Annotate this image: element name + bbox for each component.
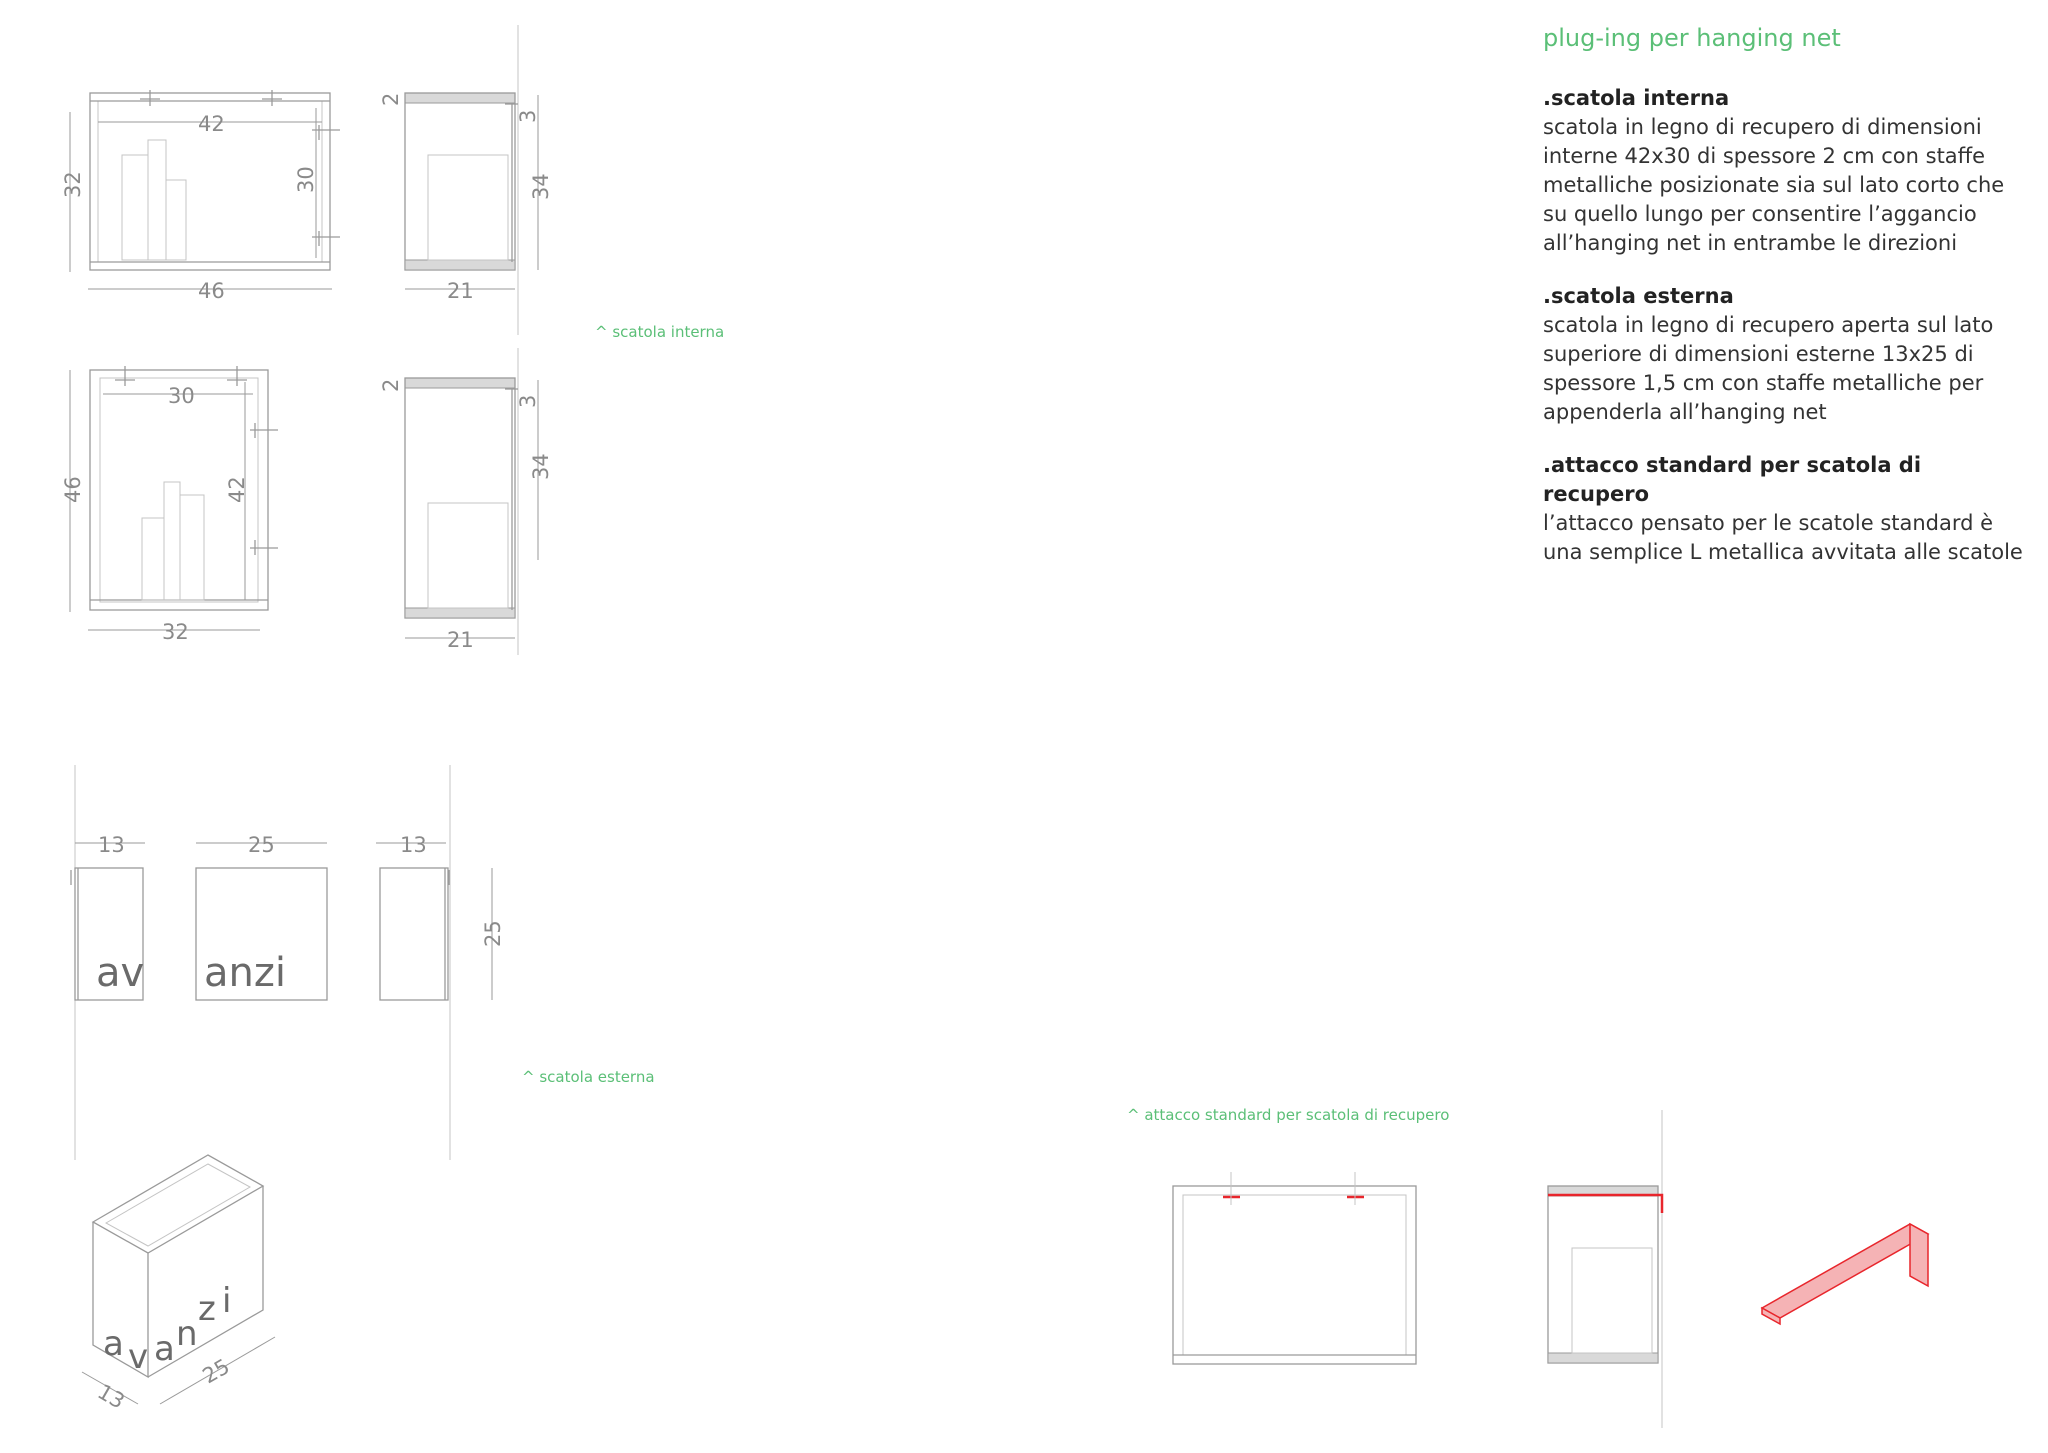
scatola-esterna-isometric — [82, 1155, 275, 1414]
iso-letter-i: i — [222, 1281, 232, 1321]
dim-13-b: 13 — [400, 833, 427, 857]
scatola-esterna-views — [71, 765, 505, 1160]
dim-13-a: 13 — [98, 833, 125, 857]
iso-letter-z: z — [198, 1289, 216, 1329]
dim-32: 32 — [61, 171, 85, 198]
section-heading: .attacco standard per scatola di recupero — [1543, 453, 1922, 506]
dim-25-a: 25 — [248, 833, 275, 857]
dim-32-b: 32 — [162, 620, 189, 644]
caption-attacco: ^ attacco standard per scatola di recupero — [1127, 1106, 1450, 1124]
dim-25-iso: 25 — [198, 1354, 234, 1389]
label-av: av — [96, 950, 145, 996]
dim-2-b: 2 — [379, 378, 403, 392]
scatola-interna-front-landscape — [61, 90, 340, 303]
caption-scatola-interna: ^ scatola interna — [595, 323, 725, 341]
section-body: l’attacco pensato per le scatole standard è una semplice L metallica avvitata alle scatole — [1543, 511, 2023, 564]
dim-25-b: 25 — [481, 920, 505, 947]
iso-letter-v: v — [128, 1337, 149, 1377]
iso-letter-n: n — [176, 1314, 198, 1354]
dim-21: 21 — [447, 279, 474, 303]
description-panel — [1543, 20, 2023, 591]
section-scatola-interna — [1543, 84, 2023, 258]
dim-13-iso: 13 — [93, 1379, 129, 1414]
page-title: plug-ing per hanging net — [1543, 24, 1841, 52]
dim-46-b: 46 — [61, 476, 85, 503]
dim-42: 42 — [198, 112, 225, 136]
dim-46: 46 — [198, 279, 225, 303]
dim-42-b: 42 — [225, 476, 249, 503]
scatola-interna-side-bottom — [379, 348, 553, 655]
dim-3: 3 — [516, 109, 540, 123]
dim-34: 34 — [529, 173, 553, 200]
dim-3-b: 3 — [516, 394, 540, 408]
section-body: scatola in legno di recupero aperta sul lato superiore di dimensioni esterne 13x25 di spessore 1,5 cm con staffe metalliche per appenderla all’hanging net — [1543, 313, 1994, 424]
attacco-side-view — [1548, 1110, 1662, 1428]
caption-scatola-esterna: ^ scatola esterna — [522, 1068, 655, 1086]
iso-letter-a: a — [103, 1324, 124, 1364]
iso-letter-a2: a — [154, 1329, 175, 1369]
section-heading: .scatola esterna — [1543, 284, 1734, 308]
scatola-interna-side-top — [379, 25, 553, 335]
attacco-l-bracket-isometric — [1762, 1224, 1928, 1324]
section-body: scatola in legno di recupero di dimensioni interne 42x30 di spessore 2 cm con staffe metalliche posizionate sia sul lato corto che su quello lungo per consentire l’aggancio all’hanging net in entrambe le direzioni — [1543, 115, 2005, 255]
attacco-front-view — [1173, 1172, 1416, 1364]
section-scatola-esterna — [1543, 282, 2023, 427]
dim-30: 30 — [294, 166, 318, 193]
section-attacco-standard — [1543, 451, 2023, 567]
dim-2: 2 — [379, 92, 403, 106]
scatola-interna-front-portrait — [61, 366, 278, 644]
dim-21-b: 21 — [447, 628, 474, 652]
section-heading: .scatola interna — [1543, 86, 1730, 110]
dim-30-b: 30 — [168, 384, 195, 408]
label-anzi: anzi — [204, 950, 286, 996]
dim-34-b: 34 — [529, 453, 553, 480]
